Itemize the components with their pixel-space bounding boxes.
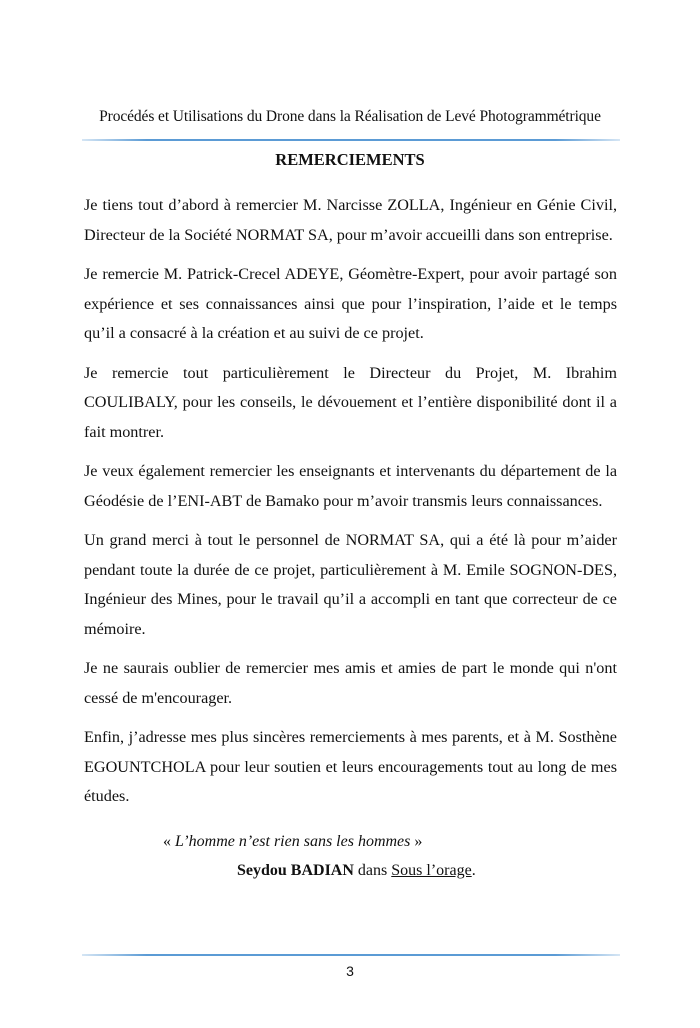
quote-author: Seydou BADIAN: [237, 862, 354, 879]
paragraph: Je tiens tout d’abord à remercier M. Narcisse ZOLLA, Ingénieur en Génie Civil, Directeur de la Société NORMAT SA, pour m’avoir accueilli dans son entreprise.: [84, 196, 617, 244]
paragraph: Je veux également remercier les enseignants et intervenants du département de la Géodésie de l’ENI-ABT de Bamako pour m’avoir transmis leurs connaissances.: [84, 462, 617, 510]
running-header: Procédés et Utilisations du Drone dans la Réalisation de Levé Photogrammétrique: [99, 108, 601, 125]
book-title: Sous l’orage: [391, 862, 472, 879]
paragraph: Enfin, j’adresse mes plus sincères remerciements à mes parents, et à M. Sosthène EGOUNTCHOLA pour leur soutien et leurs encouragements tout au long de mes études.: [84, 728, 617, 805]
paragraph: Je remercie M. Patrick-Crecel ADEYE, Géomètre-Expert, pour avoir partagé son expérience et ses connaissances ainsi que pour l’inspiration, l’aide et le temps qu’il a consacré à la création et au suivi de ce projet.: [84, 265, 617, 342]
paragraph: Un grand merci à tout le personnel de NORMAT SA, qui a été là pour m’aider pendant toute la durée de ce projet, particulièrement à M. Emile SOGNON-DES, Ingénieur des Mines, pour le travail qu’il a accompli en tant que correcteur de ce mémoire.: [84, 531, 617, 638]
section-title: REMERCIEMENTS: [275, 150, 425, 169]
page-number: 3: [346, 963, 354, 979]
epigraph-quote: [163, 833, 422, 851]
paragraph: Je remercie tout particulièrement le Directeur du Projet, M. Ibrahim COULIBALY, pour les conseils, le dévouement et l’entière disponibilité dont il a fait montrer.: [84, 363, 617, 441]
quote-open-mark: «: [163, 833, 175, 850]
footer-rule: [82, 954, 620, 956]
attribution-connector: dans: [353, 862, 392, 879]
header-rule: [82, 139, 620, 141]
acknowledgements-body: [84, 191, 617, 822]
epigraph-attribution: [237, 862, 476, 880]
attribution-end: .: [471, 862, 476, 879]
quote-text: L’homme n’est rien sans les hommes: [175, 833, 411, 850]
quote-close-mark: »: [410, 833, 423, 850]
paragraph: Je ne saurais oublier de remercier mes amis et amies de part le monde qui n'ont cessé de m'encourager.: [84, 659, 617, 707]
